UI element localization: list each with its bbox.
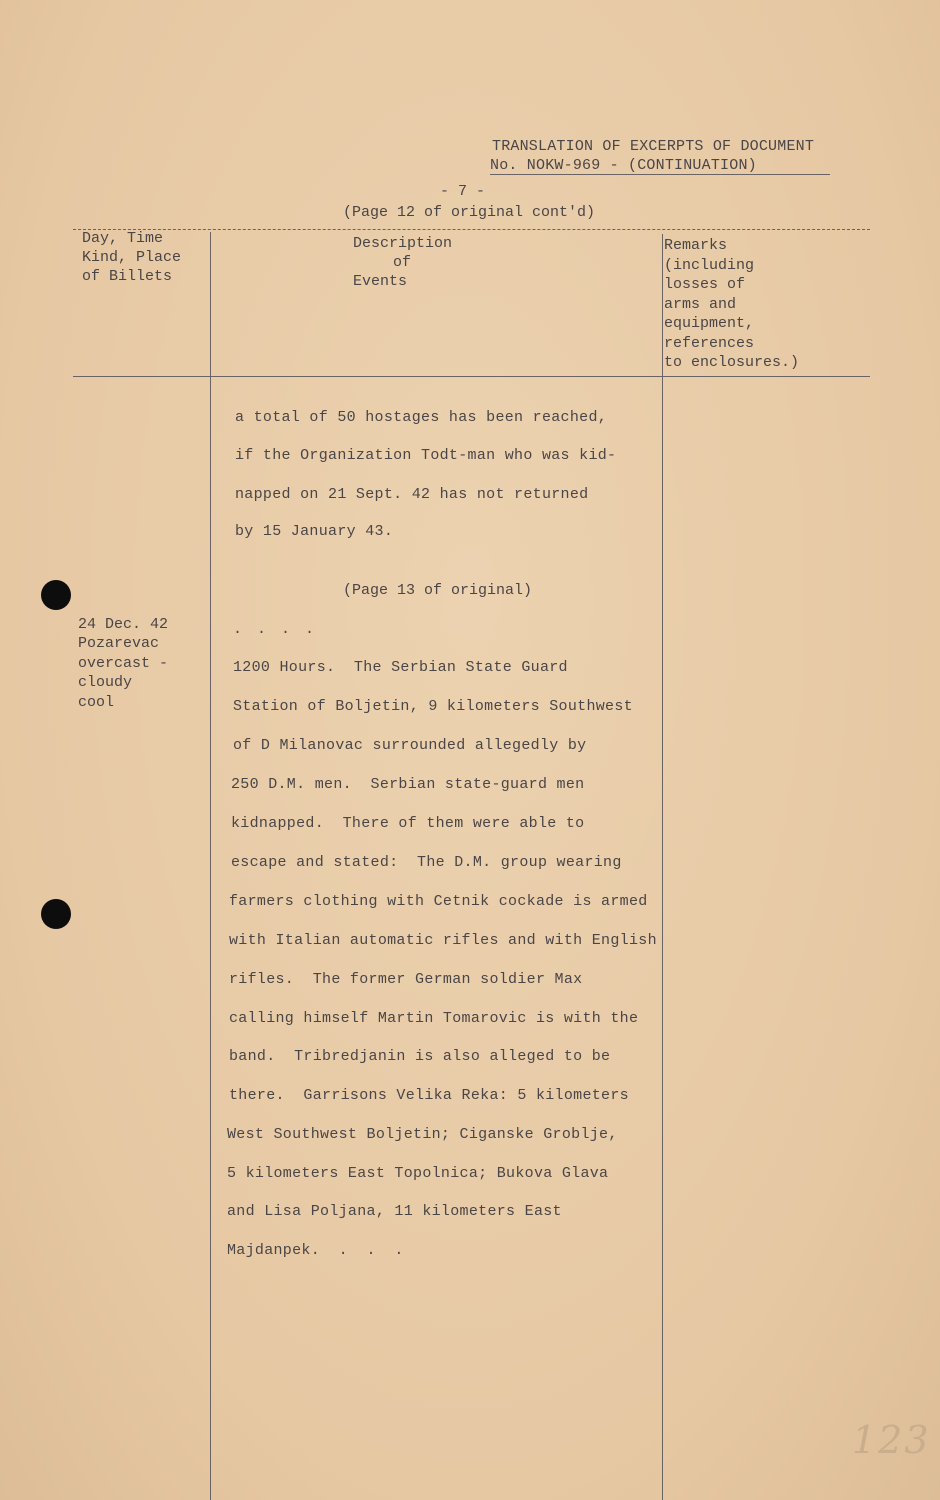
remarks-header-line: to enclosures.)	[664, 354, 800, 371]
description-header-line: of	[393, 254, 412, 271]
remarks-header-line: equipment,	[664, 315, 755, 332]
page-marker: - 7 -	[440, 183, 486, 200]
punch-hole	[41, 580, 71, 610]
description-line: escape and stated: The D.M. group wearing	[231, 854, 622, 871]
document-title-line-2: No. NOKW-969 - (CONTINUATION)	[490, 157, 757, 174]
remarks-header-line: Remarks	[664, 237, 728, 254]
description-line: a total of 50 hostages has been reached,	[235, 409, 608, 426]
table-top-rule	[73, 229, 870, 230]
description-line: West Southwest Boljetin; Ciganske Groblje,	[227, 1126, 618, 1143]
day-header-line: Kind, Place	[82, 249, 182, 266]
description-header-line: Events	[353, 273, 408, 290]
description-line: Majdanpek. . . .	[227, 1242, 404, 1259]
description-line: with Italian automatic rifles and with English	[229, 932, 657, 949]
day-line: Pozarevac	[78, 635, 160, 652]
day-line: cool	[78, 694, 115, 711]
description-line: of D Milanovac surrounded allegedly by	[233, 737, 587, 754]
description-line: 250 D.M. men. Serbian state-guard men	[231, 776, 585, 793]
description-line: kidnapped. There of them were able to	[231, 815, 585, 832]
description-line: and Lisa Poljana, 11 kilometers East	[227, 1203, 562, 1220]
description-line: there. Garrisons Velika Reka: 5 kilometers	[229, 1087, 629, 1104]
title-underline	[490, 174, 830, 175]
day-line: overcast -	[78, 655, 169, 672]
description-line: rifles. The former German soldier Max	[229, 971, 583, 988]
remarks-header-line: losses of	[664, 276, 746, 293]
remarks-header-line: references	[664, 335, 755, 352]
description-line: Station of Boljetin, 9 kilometers Southwest	[233, 698, 633, 715]
handwritten-page-number: 123	[852, 1418, 931, 1462]
description-line: by 15 January 43.	[235, 523, 394, 540]
description-line: if the Organization Todt-man who was kid-	[235, 447, 617, 464]
day-line: cloudy	[78, 674, 133, 691]
description-header-line: Description	[353, 235, 453, 252]
description-line: 1200 Hours. The Serbian State Guard	[233, 659, 568, 676]
column-divider-right	[662, 234, 663, 1500]
page13-note: (Page 13 of original)	[343, 582, 533, 599]
day-header-line: Day, Time	[82, 230, 164, 247]
header-bottom-rule	[73, 376, 870, 377]
ellipsis: . . . .	[233, 621, 318, 638]
day-header-line: of Billets	[82, 268, 173, 285]
remarks-header-line: (including	[664, 257, 755, 274]
column-divider-left	[210, 232, 211, 1500]
punch-hole	[41, 899, 71, 929]
remarks-header-line: arms and	[664, 296, 737, 313]
description-line: napped on 21 Sept. 42 has not returned	[235, 486, 589, 503]
description-line: farmers clothing with Cetnik cockade is armed	[229, 893, 648, 910]
description-line: calling himself Martin Tomarovic is with the	[229, 1010, 639, 1027]
page-note: (Page 12 of original cont'd)	[343, 204, 596, 221]
document-title-line-1: TRANSLATION OF EXCERPTS OF DOCUMENT	[492, 138, 815, 155]
description-line: band. Tribredjanin is also alleged to be	[229, 1048, 611, 1065]
description-line: 5 kilometers East Topolnica; Bukova Glava	[227, 1165, 609, 1182]
day-line: 24 Dec. 42	[78, 616, 169, 633]
